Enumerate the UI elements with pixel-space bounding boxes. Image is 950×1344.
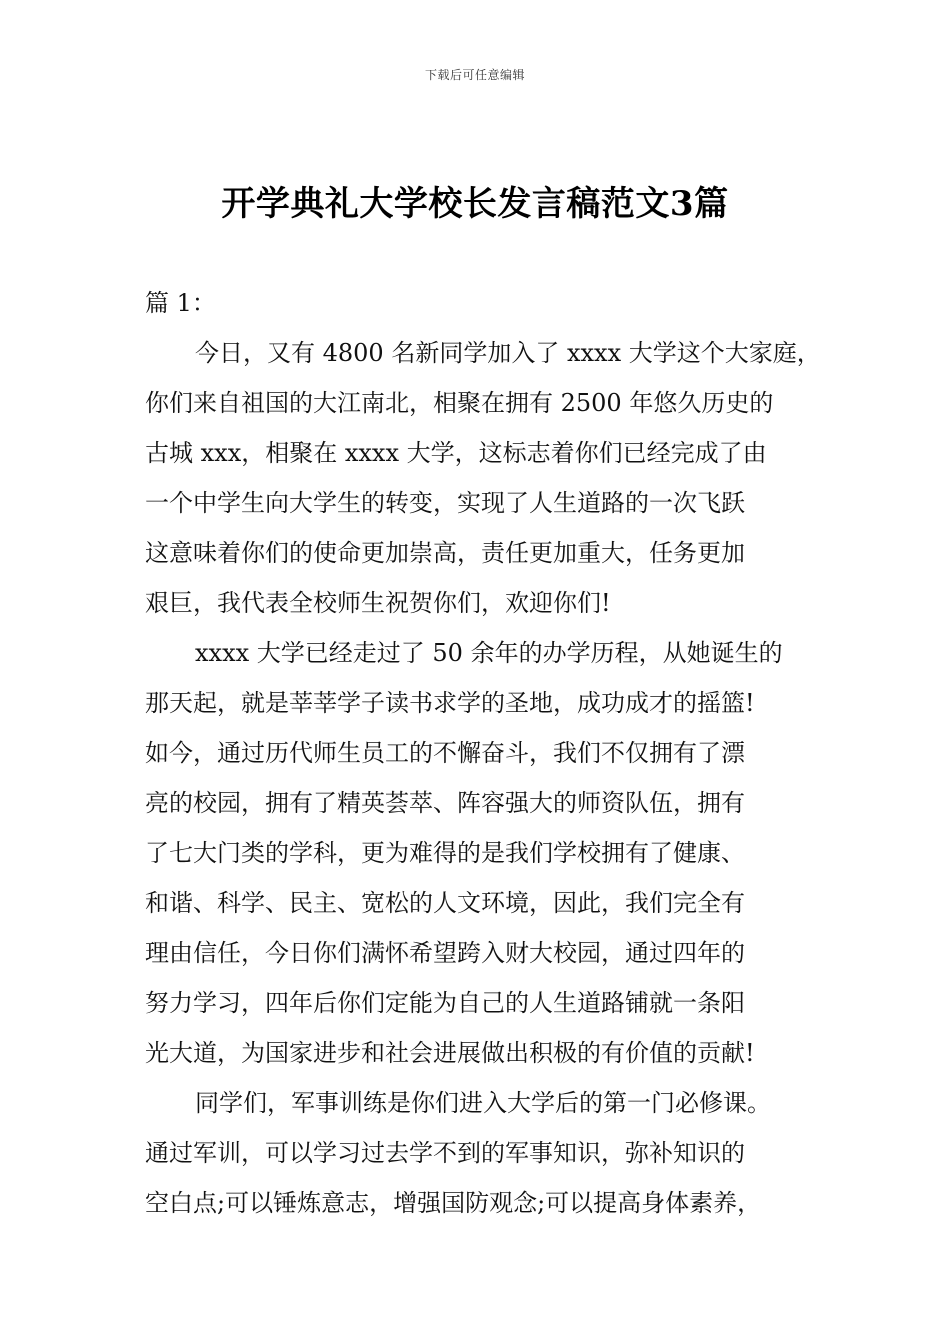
paragraph-line: 光大道，为国家进步和社会进展做出积极的有价值的贡献! xyxy=(145,1039,755,1067)
paragraph-line: 古城 xxx，相聚在 xxxx 大学，这标志着你们已经完成了由 xyxy=(145,439,767,467)
paragraph-2 xyxy=(145,628,830,1078)
paragraph-line: 这意味着你们的使命更加崇高，责任更加重大，任务更加 xyxy=(145,539,745,567)
document-body xyxy=(145,278,830,1228)
paragraph-line: 你们来自祖国的大江南北，相聚在拥有 2500 年悠久历史的 xyxy=(145,389,774,417)
paragraph-line: 艰巨，我代表全校师生祝贺你们，欢迎你们! xyxy=(145,589,611,617)
paragraph-line: 空白点;可以锤炼意志，增强国防观念;可以提高身体素养， xyxy=(145,1189,762,1217)
paragraph-1 xyxy=(145,328,830,628)
paragraph-line: 亮的校园，拥有了精英荟萃、阵容强大的师资队伍，拥有 xyxy=(145,789,745,817)
paragraph-line: 通过军训，可以学习过去学不到的军事知识，弥补知识的 xyxy=(145,1139,745,1167)
paragraph-line: 今日，又有 4800 名新同学加入了 xxxx 大学这个大家庭， xyxy=(195,339,821,367)
paragraph-line: 那天起，就是莘莘学子读书求学的圣地，成功成才的摇篮! xyxy=(145,689,755,717)
paragraph-line: 和谐、科学、民主、宽松的人文环境，因此，我们完全有 xyxy=(145,889,745,917)
paragraph-3 xyxy=(145,1078,830,1228)
paragraph-line: 一个中学生向大学生的转变，实现了人生道路的一次飞跃 xyxy=(145,489,745,517)
paragraph-line: 如今，通过历代师生员工的不懈奋斗，我们不仅拥有了漂 xyxy=(145,739,745,767)
paragraph-line: xxxx 大学已经走过了 50 余年的办学历程，从她诞生的 xyxy=(195,639,783,667)
header-note: 下载后可任意编辑 xyxy=(424,68,525,82)
document-title: 开学典礼大学校长发言稿范文3篇 xyxy=(221,184,729,224)
section-label: 篇 1： xyxy=(145,289,216,317)
paragraph-line: 理由信任，今日你们满怀希望跨入财大校园，通过四年的 xyxy=(145,939,745,967)
paragraph-line: 同学们，军事训练是你们进入大学后的第一门必修课。 xyxy=(195,1089,771,1117)
paragraph-line: 了七大门类的学科，更为难得的是我们学校拥有了健康、 xyxy=(145,839,745,867)
paragraph-line: 努力学习，四年后你们定能为自己的人生道路铺就一条阳 xyxy=(145,989,745,1017)
